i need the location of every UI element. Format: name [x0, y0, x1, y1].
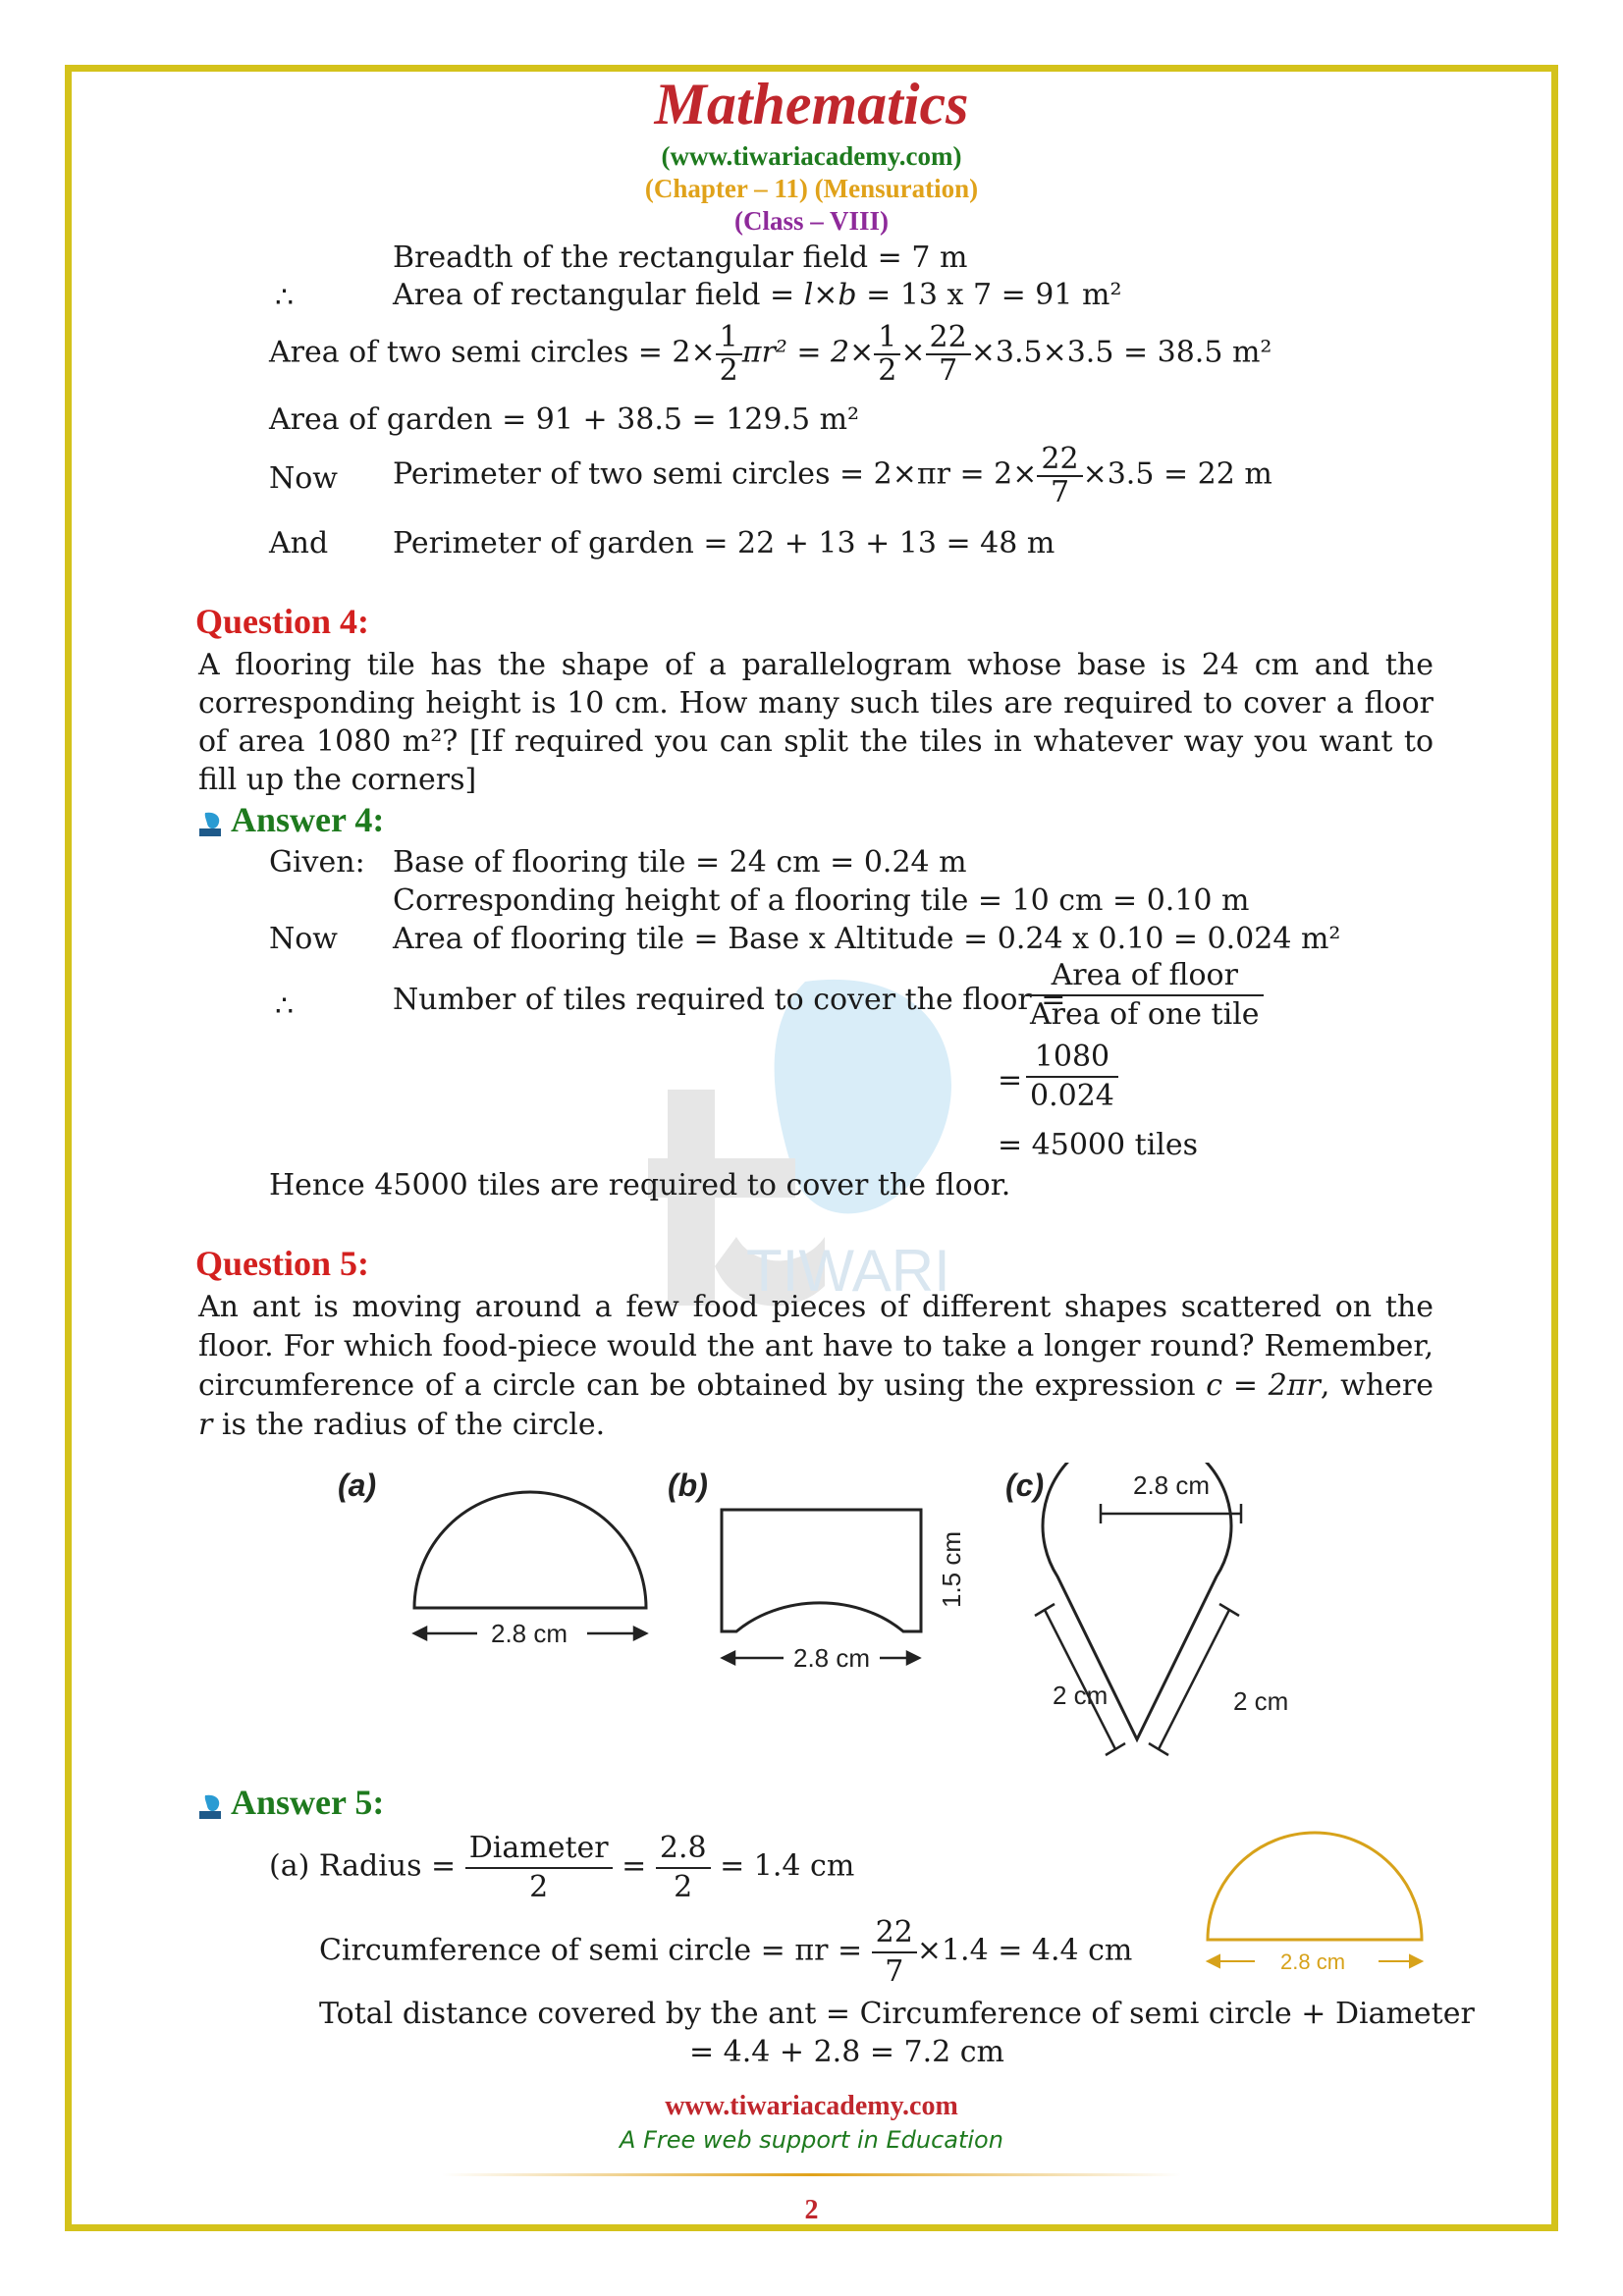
page-title: Mathematics	[654, 72, 969, 136]
and-label: And	[269, 526, 329, 561]
breadth-line: Breadth of the rectangular field = 7 m	[393, 240, 968, 275]
fig-a-label: (a)	[338, 1468, 377, 1503]
watermark-text: TIWARI	[746, 1238, 950, 1304]
header-class: (Class – VIII)	[733, 206, 890, 236]
answer-4-conclusion: Hence 45000 tiles are required to cover the floor.	[269, 1168, 1011, 1202]
header-chapter: (Chapter – 11) (Mensuration)	[644, 174, 979, 203]
tiles-required-line: Number of tiles required to cover the floor =	[393, 983, 1066, 1017]
question-5-text: An ant is moving around a few food pieces of different shapes scattered on the floor. For which food-piece would the ant have to take a longer round? Remember, circumference of a circle can be obtained by using the expression c = 2πr, where r is the radius of the circle.	[198, 1290, 1434, 1442]
area-semicircles-line: Area of two semi circles = 2× $\frac{1}{2}$ πr² = 2× $\frac{1}{2}$ × $\frac{22}{7}$ ×3.5×3.5 = 38.5 m²	[269, 320, 1272, 388]
fig-a-dimension: 2.8 cm	[491, 1619, 568, 1648]
answer-5-semicircle-figure	[1198, 1824, 1434, 1981]
therefore-symbol: ∴	[275, 281, 295, 315]
fig-c-label: (c)	[1005, 1468, 1045, 1503]
now-label: Now	[269, 461, 338, 496]
therefore-symbol-2: ∴	[275, 989, 295, 1024]
radius-line: (a) Radius = $\frac{\text{Diameter}}{2}$ = $\frac{2.8}{2}$ = 1.4 cm	[269, 1831, 855, 1904]
perimeter-garden-line: Perimeter of garden = 22 + 13 + 13 = 48 m	[393, 526, 1055, 561]
total-distance-line: Total distance covered by the ant = Circumference of semi circle + Diameter	[319, 1997, 1475, 2031]
base-line: Base of flooring tile = 24 cm = 0.24 m	[393, 845, 967, 880]
equals-sign: =	[998, 1063, 1023, 1097]
tiles-result: = 45000 tiles	[998, 1128, 1199, 1162]
fig-b-dimension: 2.8 cm	[793, 1643, 871, 1673]
answer-5-heading: Answer 5:	[195, 1782, 384, 1823]
footer-site-link[interactable]: www.tiwariacademy.com	[665, 2091, 958, 2121]
tiwari-logo-icon	[195, 809, 225, 838]
height-line: Corresponding height of a flooring tile = 10 cm = 0.10 m	[393, 883, 1250, 918]
fig-c-left-dimension: 2 cm	[1053, 1681, 1109, 1710]
footer-tagline: A Free web support in Education	[620, 2126, 1003, 2154]
footer-divider	[442, 2173, 1181, 2176]
now-label-2: Now	[269, 922, 338, 956]
given-label: Given:	[269, 845, 365, 880]
semicircle-circumference-line: Circumference of semi circle = πr = $\frac{22}{7}$ ×1.4 = 4.4 cm	[319, 1915, 1133, 1989]
area-garden-line: Area of garden = 91 + 38.5 = 129.5 m²	[269, 402, 860, 437]
tiwari-logo-icon-2	[195, 1791, 225, 1821]
area-rect-line: Area of rectangular field = l×b = 13 x 7 = 91 m²	[393, 278, 1122, 312]
fig-b-height: 1.5 cm	[937, 1530, 966, 1608]
header-site-link[interactable]: (www.tiwariacademy.com)	[661, 141, 962, 171]
tiles-fraction: $\frac{\text{Area of floor}}{\text{Area of one tile}}$	[1026, 957, 1264, 1033]
question-5-figures	[324, 1463, 1325, 1777]
answer-4-heading: Answer 4:	[195, 799, 384, 840]
tile-area-line: Area of flooring tile = Base x Altitude = 0.24 x 0.10 = 0.024 m²	[393, 922, 1341, 956]
fig-c-right-dimension: 2 cm	[1233, 1686, 1289, 1716]
question-5-heading: Question 5:	[195, 1244, 370, 1283]
question-4-text: A flooring tile has the shape of a parallelogram whose base is 24 cm and the corresponding height is 10 cm. How many such tiles are required to cover a floor of area 1080 m²? [If required you can split the tiles in whatever way you want to fill up the corners]	[198, 648, 1434, 797]
fig-b-label: (b)	[668, 1468, 708, 1503]
answer-5-semicircle-dimension: 2.8 cm	[1280, 1949, 1346, 1974]
question-4-heading: Question 4:	[195, 602, 370, 641]
fig-c-top-dimension: 2.8 cm	[1133, 1470, 1211, 1500]
page-number: 2	[804, 2195, 819, 2225]
total-distance-result: = 4.4 + 2.8 = 7.2 cm	[689, 2035, 1005, 2069]
perimeter-semicircles-line: Perimeter of two semi circles = 2×πr = 2× $\frac{22}{7}$ ×3.5 = 22 m	[393, 442, 1272, 509]
number-fraction: $\frac{1080}{0.024}$	[1026, 1039, 1118, 1114]
